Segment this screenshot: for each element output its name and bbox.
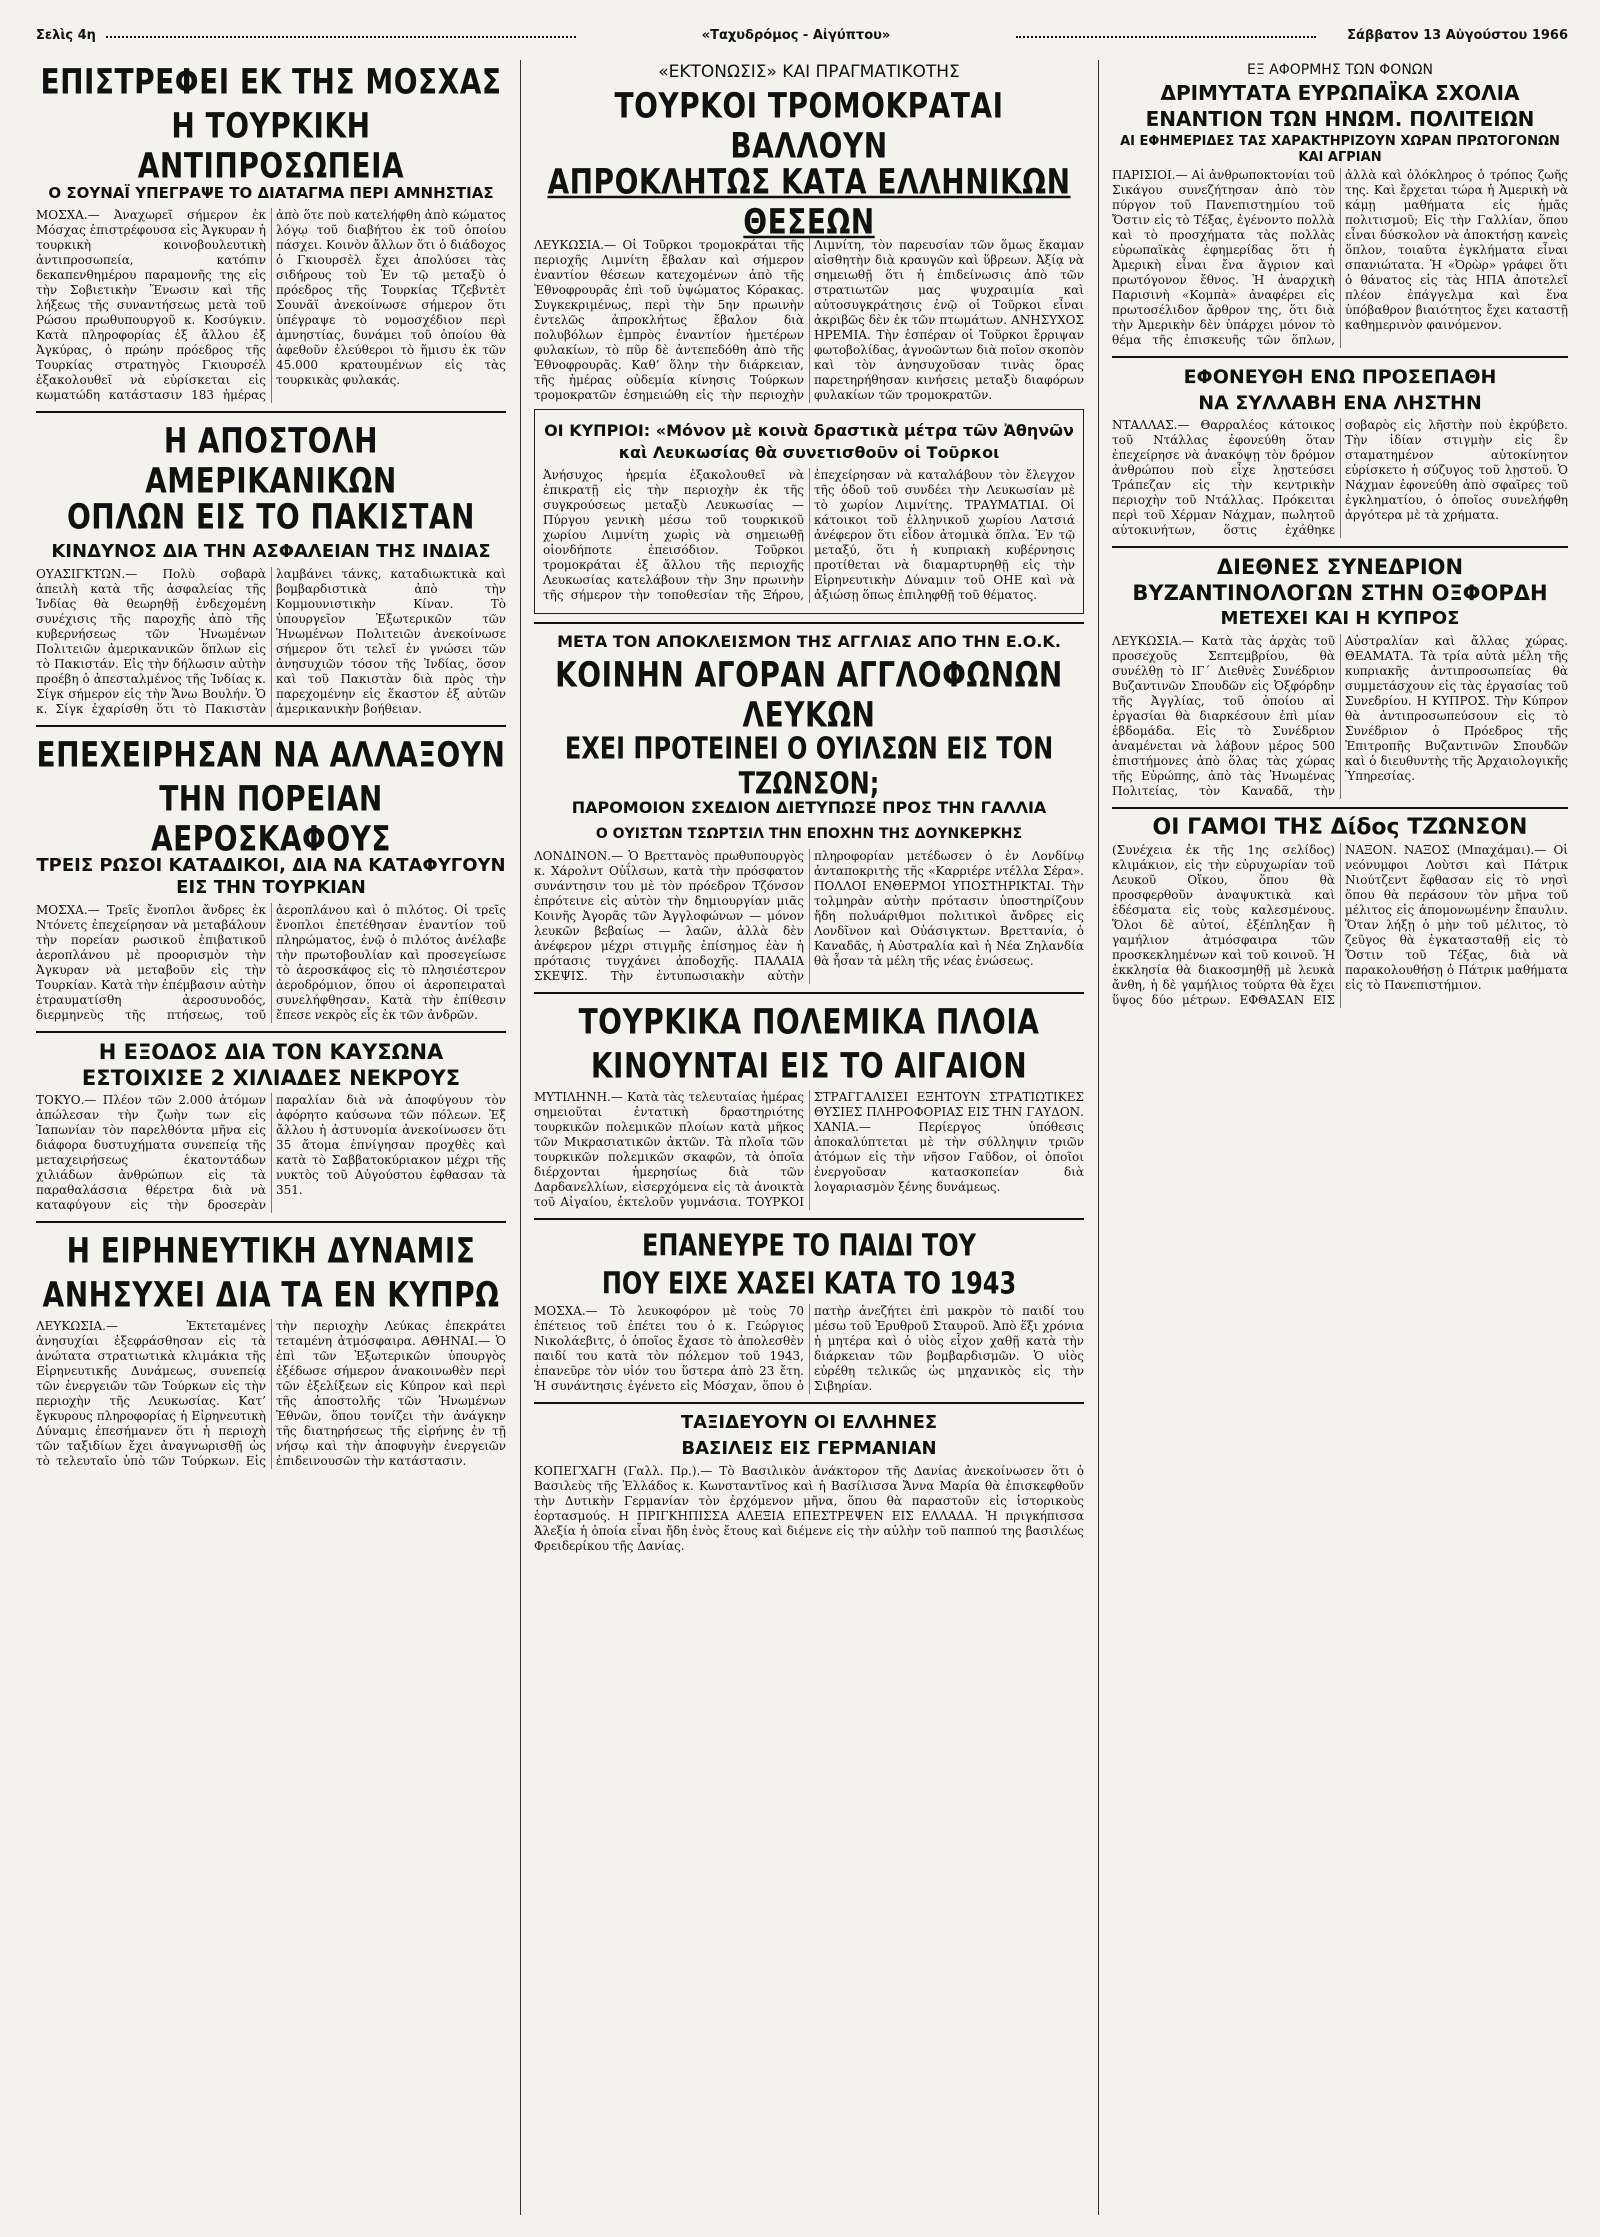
headline: ΑΠΡΟΚΛΗΤΩΣ ΚΑΤΑ ΕΛΛΗΝΙΚΩΝ ΘΕΣΕΩΝ [547, 160, 1071, 242]
article-body: ΚΟΠΕΓΧΑΓΗ (Γαλλ. Πρ.).— Τὸ Βασιλικὸν ἀνάκτορον τῆς Δανίας ἀνεκοίνωσεν ὅτι ὁ Βασιλεὺς τῆς Ἑλλάδος κ. Κωνσταντῖνος καὶ ἡ Βασίλισσα Ἄννα Μαρία θὰ ἐπισκεφθοῦν τὴν Δυτικὴν Γερμανίαν τὸν ἐρχόμενον μῆνα, ὅπου θὰ παραστοῦν εἰς ἱστορικοὺς ἑορτασμούς. Η ΠΡΙΓΚΗΠΙΣΣΑ ΑΛΕΞΙΑ ΕΠΕΣΤΡΕΨΕΝ ΕΙΣ ΕΛΛΑΔΑ. Ἡ πριγκήπισσα Ἀλεξία ἡ ὁποία εἶναι ἤδη ἑνὸς ἔτους καὶ διέμενε εἰς τὴν αὐλὴν τοῦ παππού της βασιλέως Φρειδερίκου τῆς Δανίας. [534, 1464, 1084, 1553]
divider [36, 1031, 506, 1033]
kicker: «ΕΚΤΟΝΩΣΙΣ» ΚΑΙ ΠΡΑΓΜΑΤΙΚΟΤΗΣ [658, 62, 960, 82]
headline: ΕΧΕΙ ΠΡΟΤΕΙΝΕΙ Ο ΟΥΙΛΣΩΝ ΕΙΣ ΤΟΝ ΤΖΩΝΣΟΝ; [564, 731, 1054, 801]
sidebar-box [534, 409, 1084, 614]
headline: ΒΑΣΙΛΕΙΣ ΕΙΣ ΓΕΡΜΑΝΙΑΝ [681, 1438, 937, 1459]
article-body: ΜΟΣΧΑ.— Τὸ λευκοφόρον μὲ τοὺς 70 ἐπέτειος τοῦ ἐπέτει του ὁ κ. Γεώργιος Νικολάεβιτς, ὁ ὁποῖος ἔχασε τὸ ἀπολεσθὲν παιδί του κατὰ τὸν πόλεμον τοῦ 1943, ἐπανεῦρε τὸν υἱόν του ὕστερα ἀπὸ 23 ἔτη. Ἡ συνάντησις ἐγένετο εἰς Μόσχαν, ὅπου ὁ πατὴρ ἀνεζήτει ἐπὶ μακρὸν τὸ παιδί του μέσω τοῦ Ἐρυθροῦ Σταυροῦ. Ἀπὸ ἕξι χρόνια ἡ μητέρα καὶ ὁ υἱὸς εἶχον χαθῇ κατὰ τὴν διάρκειαν τῶν βομβαρδισμῶν. Ὁ υἱὸς εὐρέθη τελικῶς ὡς μηχανικὸς εἰς τὴν Σιβηρίαν. [534, 1304, 1084, 1393]
article-body: ΛΕΥΚΩΣΙΑ.— Ἐκτεταμένες ἀνησυχίαι ἐξεφράσθησαν εἰς τὰ ἀνώτατα στρατιωτικὰ κλιμάκια τῆς Εἰρηνευτικῆς Δυνάμεως, συνεπείᾳ τῶν ἐνεργειῶν τῶν Τούρκων εἰς τὴν περιοχὴν τῆς Λευκωσίας. Κατ’ ἔγκυρους πληροφορίας ἡ Εἰρηνευτικὴ Δύναμις ἐπεσήμανεν ὅτι ἡ περιοχὴ τῶν ταξιδίων ἔχει ἀναγνωρισθῇ ὡς τὸ τελευταῖο ὑπὸ τῶν Τούρκων. Εἰς τὴν περιοχὴν Λεύκας ἐπεκράτει τεταμένη ἀτμόσφαιρα. ΑΘΗΝΑΙ.— Ὁ ἐπὶ τῶν Ἐξωτερικῶν ὑπουργὸς ἐξέδωσε σήμερον ἀνακοινωθὲν περὶ τῶν ἐξελίξεων εἰς Κύπρον καὶ περὶ τῆς ἀποστολῆς τῶν Ἡνωμένων Ἐθνῶν, ὅπου τονίζει τὴν ἀνάγκην τῆς διατηρήσεως τῆς εἰρήνης ἐν τῇ νήσῳ καὶ τὴν ἀποφυγὴν ἐνεργειῶν ἐπιδεινουσῶν τὴν κατάστασιν. [36, 1319, 506, 1468]
headline: Η ΕΙΡΗΝΕΥΤΙΚΗ ΔΥΝΑΜΙΣ [66, 1229, 476, 1271]
article-body: ΛΕΥΚΩΣΙΑ.— Κατὰ τὰς ἀρχὰς τοῦ προσεχοῦς Σεπτεμβρίου, θὰ συνέλθῃ τὸ ΙΓ΄ Διεθνὲς Συνέδριον Βυζαντινῶν Σπουδῶν εἰς Ὀξφόρδην τῆς Ἀγγλίας, τοῦ ὁποίου αἱ ἐργασίαι θὰ διαρκέσουν ἐπὶ μίαν ἑβδομάδα. Εἰς τὸ Συνέδριον ἀναμένεται νὰ λάβουν μέρος 500 ἐπιστήμονες ἀπὸ ὅλας τὰς χώρας τῆς Εὐρώπης, ἀπὸ τὰς Ἡνωμένας Πολιτείας, τὸν Καναδᾶ, τὴν Αὐστραλίαν καὶ ἄλλας χώρας. ΘΕΑΜΑΤΑ. Τὰ τρία αὐτὰ μέλη τῆς κυπριακῆς ἀντιπροσωπείας θὰ συμμετάσχουν εἰς τὰς ἐργασίας τοῦ Συνεδρίου. Η ΚΥΠΡΟΣ. Τὴν Κύπρον θὰ ἀντιπροσωπεύσουν εἰς τὸ Συνέδριον ὁ Πρόεδρος τῆς Ἐπιτροπῆς Βυζαντινῶν Σπουδῶν καὶ ὁ διευθυντὴς τῆς Ἀρχαιολογικῆς Ὑπηρεσίας. [1112, 634, 1568, 798]
kicker: ΕΞ ΑΦΟΡΜΗΣ ΤΩΝ ΦΟΝΩΝ [1247, 62, 1433, 78]
article-body: Ἀνήσυχος ἠρεμία ἐξακολουθεῖ νὰ ἐπικρατῇ εἰς τὴν περιοχὴν ἐκ τῆς συγκρούσεως μεταξὺ Λευκωσίας — Πύργου γενικὴ μέσω τοῦ τουρκικοῦ χωρίου Λιμνίτη χωρὶς νὰ σημειωθῇ οἱονδήποτε ἐπεισόδιον. Τοῦρκοι τρομοκράται ἐξ ἄλλου τῆς περιοχῆς Λευκωσίας κατελάβουν τὴν 3ην πρωινὴν τῆς σήμερον τὴν τοποθεσίαν τῆς Ξήρου, ἐπεχείρησαν νὰ καταλάβουν τὸν ἔλεγχον τῆς ὁδοῦ τοῦ συνδέει τὴν Λευκωσίαν μὲ τὸ χωρίον Λιμνίτης. ΤΡΑΥΜΑΤΙΑΙ. Οἱ κάτοικοι τοῦ ἑλληνικοῦ χωρίου Λατσιά ἀνέφερον ὅτι εἶδον ἀτομικὰ ὅπλα. Ἐν τῷ μεταξύ, ὅτι ἡ κυπριακὴ κυβέρνησις προτίθεται νὰ διαμαρτυρηθῇ εἰς τὴν Εἰρηνευτικὴν Δύναμιν τοῦ ΟΗΕ καὶ νὰ ἀξιώσῃ ὅπως ἐπιληφθῇ τοῦ θέματος. [543, 468, 1075, 602]
headline: ΕΦΟΝΕΥΘΗ ΕΝΩ ΠΡΟΣΕΠΑΘΗ [1183, 366, 1497, 388]
headline: ΕΠΙΣΤΡΕΦΕΙ ΕΚ ΤΗΣ ΜΟΣΧΑΣ [40, 62, 502, 102]
headline: ΟΙ ΓΑΜΟΙ ΤΗΣ Δίδος ΤΖΩΝΣΟΝ [1152, 815, 1528, 840]
article-body: ΜΟΣΧΑ.— Ἀναχωρεῖ σήμερον ἐκ Μόσχας ἐπιστρέφουσα εἰς Ἀγκυραν ἡ τουρκικὴ κοινοβουλευτικὴ ἀντιπροσωπεία, κατόπιν δεκαπενθημέρου παραμονῆς της εἰς τὴν Σοβιετικὴν Ἕνωσιν καὶ τῆς λήξεως τῆς συναντήσεως μετὰ τοῦ Ρώσου πρωθυπουργοῦ κ. Κοσύγκιν. Κατὰ πληροφορίας ἐξ ἄλλου ἐξ Ἀγκύρας, ὁ πρώην πρόεδρος τῆς Τουρκίας στρατηγὸς Γκιουρσέλ ἐξακολουθεῖ νὰ εὑρίσκεται εἰς κωματώδη κατάστασιν 183 ἡμέρας ἀπὸ ὅτε ποὺ κατελήφθη ἀπὸ κώματος λόγῳ τοῦ διαβήτου ἐκ τοῦ ὁποίου πάσχει. Κοινὸν ἄλλων ὅτι ὁ διάδοχος ὁ Γκιουρσὲλ ἔχει ἀπολύσει τὰς σιδήρους τοὺ Ἐν τῷ μεταξὺ ὁ πρόεδρος τῆς Τουρκίας Τζεβντὲτ Σουνᾶϊ ἀνεκοίνωσε σήμερον ὅτι ὑπέγραψε τὸ νομοσχέδιον περὶ ἀμνηστίας, δυνάμει τοῦ ὁποίου θὰ ἀφεθοῦν ἐλεύθεροι τὸ ἥμισυ ἐκ τῶν 45.000 κρατουμένων εἰς τὰς τουρκικὰς φυλακάς. [36, 208, 506, 402]
headline: ΚΙΝΟΥΝΤΑΙ ΕΙΣ ΤΟ ΑΙΓΑΙΟΝ [590, 1044, 1028, 1086]
headline: ΕΣΤΟΙΧΙΣΕ 2 ΧΙΛΙΑΔΕΣ ΝΕΚΡΟΥΣ [81, 1066, 461, 1090]
paper-name: «Ταχυδρόμος - Αἰγύπτου» [701, 28, 891, 43]
column-divider [520, 60, 521, 2215]
divider [534, 1218, 1084, 1220]
article-greek-royals [534, 1412, 1084, 1554]
headline: ΕΠΕΧΕΙΡΗΣΑΝ ΝΑ ΑΛΛΑΞΟΥΝ [36, 733, 506, 775]
article-body: ΛΟΝΔΙΝΟΝ.— Ὁ Βρεττανὸς πρωθυπουργὸς κ. Χάρολντ Οὐΐλσων, κατὰ τὴν πρόσφατον συνάντησιν του μὲ τὸν πρόεδρον Τζόνσον ἐπρότεινε εἰς αὐτὸν τὴν δημιουργίαν μιᾶς Κοινῆς Ἀγορᾶς τῶν Ἀγγλοφώνων — μόνον λευκῶν βεβαίως — λαῶν, ἀλλὰ δὲν ἀνέφερον μέχρι στιγμῆς ἐπίσημος ἐὰν ἡ πρότασις τυγχάνει ἀποδοχῆς. ΠΑΛΑΙΑ ΣΚΕΨΙΣ. Τὴν ἐντυπωσιακὴν αὐτὴν πληροφορίαν μετέδωσεν ὁ ἐν Λονδίνῳ ἀνταποκριτὴς τῆς «Καρριέρε ντέλλα Σέρα». ΠΟΛΛΟΙ ΕΝΘΕΡΜΟΙ ΥΠΟΣΤΗΡΙΚΤΑΙ. Τὴν τολμηρὰν αὐτὴν πρότασιν ὑποστηρίζουν ἤδη πολυάριθμοι πολιτικοὶ ἄνδρες εἰς Λονδῖνον καὶ Οὐάσιγκτων. Βρεττανία, ὁ Καναδᾶς, ἡ Αὐστραλία καὶ ἡ Νέα Ζηλανδία θὰ ἦσαν τὰ μέλη τῆς νέας ἑνώσεως. [534, 849, 1084, 983]
headline: Η ΤΟΥΡΚΙΚΗ ΑΝΤΙΠΡΟΣΩΠΕΙΑ [137, 104, 405, 186]
subheadline: ΚΙΝΔΥΝΟΣ ΔΙΑ ΤΗΝ ΑΣΦΑΛΕΙΑΝ ΤΗΣ ΙΝΔΙΑΣ [51, 541, 491, 562]
divider [1112, 356, 1568, 358]
headline: ΤΑΞΙΔΕΥΟΥΝ ΟΙ ΕΛΛΗΝΕΣ [680, 1412, 938, 1433]
article-turkish-warships [534, 1002, 1084, 1210]
article-turkish-delegation [36, 62, 506, 403]
headline: ΤΟΥΡΚΟΙ ΤΡΟΜΟΚΡΑΤΑΙ ΒΑΛΛΟΥΝ [614, 84, 1004, 166]
headline: ΕΠΑΝΕΥΡΕ ΤΟ ΠΑΙΔΙ ΤΟΥ [642, 1228, 976, 1263]
headline: ΑΝΗΣΥΧΕΙ ΔΙΑ ΤΑ ΕΝ ΚΥΠΡΩ [42, 1273, 500, 1315]
divider [534, 992, 1084, 994]
article-byzantine-congress [1112, 556, 1568, 799]
article-body: ΠΑΡΙΣΙΟΙ.— Αἱ ἀνθρωποκτονίαι τοῦ Σικάγου συνεζήτησαν ἀπὸ τὸν πύργον τοῦ Πανεπιστημίου τοῦ Ὄστιν εἰς τὸ Τέξας, ἐγένοντο πολλὰ καὶ τὸ προσχήματα τὰς πολλὰς εὐρωπαϊκὰς ἐφημερίδας ὅτι ἡ Ἀμερικὴ εἶναι ἔνα ἄγριον καὶ πρωτόγονον ἔθνος. Ἡ ἀναρχικὴ Παρισινὴ «Κομπὰ» ἀναφέρει εἰς πρωτοσέλιδον ἄρθρον της, ὅτι διὰ τὴν Ἀμερικὴν δὲν ὑπάρχει μόνον τὸ θέμα τῆς ἐπισκευῆς τῶν ὅπλων, ἀλλὰ καὶ ὁλόκληρος ὁ τρόπος ζωῆς της. Καὶ ἔρχεται τώρα ἡ Ἀμερικὴ νὰ κάμῃ μαθήματα εἰς ἡμᾶς πολιτισμοῦ; Εἰς τὴν Γαλλίαν, ὅπου εἶναι δύσκολον νὰ ἀποκτήσῃ κανεὶς ὅπλον, τοιαῦτα ἐγκλήματα εἶναι σπανιώτατα. Ἡ «Ὀρὼρ» γράφει ὅτι ὁ θάνατος εἰς τὰς ΗΠΑ ἀποτελεῖ πλέον ἐπάγγελμα καὶ ἕνα ὑπόβαθρον βιαιότητος ἔχει καταστῇ καθημερινὸν φαινόμενον. [1112, 168, 1568, 347]
article-lost-child [534, 1228, 1084, 1394]
divider [1112, 807, 1568, 809]
divider [534, 622, 1084, 624]
subheadline: Ο ΟΥΙΣΤΩΝ ΤΣΩΡΤΣΙΛ ΤΗΝ ΕΠΟΧΗΝ ΤΗΣ ΔΟΥΝΚΕΡΚΗΣ [595, 826, 1023, 842]
masthead-dotted-rule [1016, 36, 1316, 38]
article-peacekeeping-force [36, 1231, 506, 1469]
article-body: ΜΥΤΙΛΗΝΗ.— Κατὰ τὰς τελευταίας ἡμέρας σημειοῦται ἐντατικὴ δραστηριότης τουρκικῶν πολεμικῶν πλοίων κατὰ μῆκος τῶν Μικρασιατικῶν ἀκτῶν. Τὰ πλοῖα τῶν τουρκικῶν πολεμικῶν σκαφῶν, τὰ ὁποῖα διέρχονται ἡμερησίως διὰ τῶν Δαρδανελλίων, εἰσερχόμενα εἰς τὰ ἀνοικτὰ τοῦ Αἰγαίου, ἐκτελοῦν γυμνάσια. ΤΟΥΡΚΟΙ ΣΤΡΑΓΓΑΛΙΣΕΙ ΕΞΗΤΟΥΝ ΣΤΡΑΤΙΩΤΙΚΕΣ ΘΥΣΙΕΣ ΠΛΗΡΟΦΟΡΙΑΣ ΕΙΣ ΤΗΝ ΓΑΥΔΟΝ. ΧΑΝΙΑ.— Περίεργος ὑπόθεσις ἀποκαλύπτεται μὲ τὴν σύλληψιν τριῶν ἀτόμων εἰς τὴν νῆσον Γαῦδον, οἱ ὁποῖοι ἐνεργοῦσαν κατασκοπείαν διὰ λογαριασμὸν ξένης δυνάμεως. [534, 1090, 1084, 1209]
article-anglophone-market [534, 632, 1084, 984]
divider [36, 725, 506, 727]
column-left [36, 62, 506, 2212]
headline: ΔΡΙΜΥΤΑΤΑ ΕΥΡΩΠΑΪΚΑ ΣΧΟΛΙΑ [1160, 81, 1520, 105]
headline: ΤΗΝ ΠΟΡΕΙΑΝ ΑΕΡΟΣΚΑΦΟΥΣ [150, 777, 392, 859]
headline: Η ΑΠΟΣΤΟΛΗ ΑΜΕΡΙΚΑΝΙΚΩΝ [145, 419, 397, 501]
issue-date: Σάββατον 13 Αὐγούστου 1966 [1347, 28, 1568, 43]
page-label: Σελὶς 4η [36, 28, 96, 43]
headline: ΟΠΛΩΝ ΕΙΣ ΤΟ ΠΑΚΙΣΤΑΝ [66, 495, 475, 537]
headline: ΚΟΙΝΗΝ ΑΓΟΡΑΝ ΑΓΓΛΟΦΩΝΩΝ ΛΕΥΚΩΝ [555, 653, 1063, 735]
article-body: ΟΥΑΣΙΓΚΤΩΝ.— Πολὺ σοβαρὰ ἀπειλὴ κατὰ τῆς ἀσφαλείας τῆς Ἰνδίας θὰ θεωρηθῇ ἐνδεχομένη συνέχισις τῆς παροχῆς ἀπὸ τῆς κυβερνήσεως τῶν Ἡνωμένων Πολιτειῶν ἀμερικανικῶν ὅπλων εἰς τὸ Πακιστάν. Εἰς τὴν δήλωσιν αὐτὴν προέβη ὁ ἀπεσταλμένος τῆς Ἰνδίας κ. Σίγκ σήμερον εἰς τὴν Ἄνω Βουλήν. Ὁ κ. Σίγκ ἐχαρίσθη ὅτι τὸ Πακιστὰν λαμβάνει τάνκς, καταδιωκτικὰ καὶ βομβαρδιστικὰ ἀπὸ τὴν Κομμουνιστικὴν Κίναν. Τὸ ὑπουργεῖον Ἐξωτερικῶν τῶν Ἡνωμένων Πολιτειῶν ἀνεκοίνωσε σήμερον ὅτι τελεῖ ἐν γνώσει τῶν ἀνησυχιῶν τόσον τῆς Ἰνδίας, ὅσον καὶ τοῦ Πακιστὰν διὰ πρὸς τὴν παρεχομένην εἰς ἕκαστον ἐξ αὐτῶν ἀμερικανικὴν βοήθειαν. [36, 567, 506, 716]
article-johnson-wedding [1112, 817, 1568, 1008]
article-body: (Συνέχεια ἐκ τῆς 1ης σελίδος) κλιμάκιον, εἰς τὴν εὐρυχωρίαν τοῦ Λευκοῦ Οἴκου, ὅπου θὰ προσφερθοῦν ἀναψυκτικὰ καὶ ἐδέσματα εἰς τοὺς καλεσμένους. Ὅλοι δὲ αὐτοί, ἐξέπληξαν ἢ γαμήλιον ἀτμόσφαιρα τῶν προσκεκλημένων καὶ τοῦ κοινοῦ. Ἡ ἐκκλησία θὰ διακοσμηθῇ μὲ λευκὰ ἄνθη, ἡ δὲ γαμήλιος τούρτα θὰ ἔχει ὕψος δύο μέτρων. ΕΦΘΑΣΑΝ ΕΙΣ ΝΑΞΟΝ. ΝΑΞΟΣ (Μπαχάμαι).— Οἱ νεόνυμφοι Λοὺτσι καὶ Πάτρικ Νιούτζεντ ἔφθασαν εἰς τὸ νησὶ ὅπου θὰ περάσουν τὸν μῆνα τοῦ μέλιτος εἰς ἀπομονωμένην ἔπαυλιν. Ὅταν λήξῃ ὁ μὴν τοῦ μέλιτος, τὸ ζεῦγος θὰ ἐγκατασταθῇ εἰς τὸ Ὄστιν τοῦ Τέξας, διὰ νὰ παρακολουθήσῃ ὁ Πάτρικ μαθήματα εἰς τὸ Πανεπιστήμιον. [1112, 843, 1568, 1007]
column-right [1112, 62, 1568, 2212]
column-divider [1098, 60, 1099, 2215]
headline: ΠΟΥ ΕΙΧΕ ΧΑΣΕΙ ΚΑΤΑ ΤΟ 1943 [601, 1266, 1017, 1301]
article-body: ΜΟΣΧΑ.— Τρεῖς ἔνοπλοι ἄνδρες ἐκ Ντόνετς ἐπεχείρησαν νὰ μεταβάλουν τὴν πορείαν ρωσικοῦ ἐπιβατικοῦ ἀεροπλάνου μὲ προορισμὸν τὴν Ἀγκυραν νὰ μεταβοῦν εἰς τὴν Τουρκίαν. Κατὰ τὴν ἐπέμβασιν αὐτὴν ἐτραυματίσθη ἀεροσυνοδός, διερμηνεὺς τῆς πτήσεως, τοῦ ἀεροπλάνου καὶ ὁ πιλότος. Οἱ τρεῖς ἔνοπλοι ἐπετέθησαν ἐναντίον τοῦ πληρώματος, ἐνῷ ὁ πιλότος ἀνέλαβε τὴν πρωτοβουλίαν καὶ προσεγείωσε τὸ ἀεροσκάφος εἰς τὸ πλησιέστερον ἀεροδρόμιον, ὅπου οἱ ἀεροπειραταὶ συνελήφθησαν. Κατὰ τὴν ἐπίθεσιν ἔπεσε νεκρὸς εἷς ἐκ τῶν ἀνδρῶν. [36, 903, 506, 1022]
divider [36, 1221, 506, 1223]
subheadline: ΠΑΡΟΜΟΙΟΝ ΣΧΕΔΙΟΝ ΔΙΕΤΥΠΩΣΕ ΠΡΟΣ ΤΗΝ ΓΑΛΛΙΑ [571, 798, 1047, 817]
subheadline: Ο ΣΟΥΝΑΪ ΥΠΕΓΡΑΨΕ ΤΟ ΔΙΑΤΑΓΜΑ ΠΕΡΙ ΑΜΝΗΣΤΙΑΣ [48, 184, 494, 202]
headline: ΔΙΕΘΝΕΣ ΣΥΝΕΔΡΙΟΝ [1216, 555, 1464, 579]
subheadline: ΤΡΕΙΣ ΡΩΣΟΙ ΚΑΤΑΔΙΚΟΙ, ΔΙΑ ΝΑ ΚΑΤΑΦΥΓΟΥΝ ΕΙΣ ΤΗΝ ΤΟΥΡΚΙΑΝ [36, 855, 506, 898]
masthead [36, 22, 1568, 50]
subheadline: ΑΙ ΕΦΗΜΕΡΙΔΕΣ ΤΑΣ ΧΑΡΑΚΤΗΡΙΖΟΥΝ ΧΩΡΑΝ ΠΡΩΤΟΓΟΝΩΝ ΚΑΙ ΑΓΡΙΑΝ [1120, 134, 1560, 165]
headline: Η ΕΞΟΔΟΣ ΔΙΑ ΤΟΝ ΚΑΥΣΩΝΑ [98, 1040, 444, 1064]
subheadline: ΟΙ ΚΥΠΡΙΟΙ: «Μόνον μὲ κοινὰ δραστικὰ μέτρα τῶν Ἀθηνῶν καὶ Λευκωσίας θὰ συνετισθοῦν οἱ Τοῦρκοι [544, 421, 1074, 462]
masthead-dotted-rule [106, 36, 576, 38]
article-pakistan-arms [36, 421, 506, 717]
article-body: ΤΟΚΥΟ.— Πλέον τῶν 2.000 ἀτόμων ἀπώλεσαν τὴν ζωὴν των εἰς Ἰαπωνίαν τὸν παρελθόντα μῆνα εἰς διάφορα δυστυχήματα συνεπείᾳ τῆς μεταχειρήσεως ἑκατοντάδων χιλιάδων ἀνθρώπων εἰς τὰ παραθαλάσσια θέρετρα διὰ νὰ καταφύγουν εἰς τὴν δροσερὰν παραλίαν διὰ νὰ ἀποφύγουν τὸν ἀφόρητο καύσωνα τῶν πόλεων. Ἐξ ἄλλου ἡ ἀστυνομία ἀνεκοίνωσεν ὅτι 35 ἄτομα ἐπνίγησαν προχθὲς καὶ κατὰ τὸ Σαββατοκύριακον μέχρι τῆς νυκτὸς τοῦ Αὐγούστου ἐφθασαν τὰ 351. [36, 1093, 506, 1212]
headline: ΕΝΑΝΤΙΟΝ ΤΩΝ ΗΝΩΜ. ΠΟΛΙΤΕΙΩΝ [1145, 107, 1535, 131]
article-dallas-robbery [1112, 366, 1568, 538]
article-hijack-attempt [36, 735, 506, 1023]
article-turkish-terrorists [534, 62, 1084, 614]
subheadline: ΜΕΤΕΧΕΙ ΚΑΙ Η ΚΥΠΡΟΣ [1220, 608, 1460, 629]
divider [36, 411, 506, 413]
column-center [534, 62, 1084, 2212]
article-european-comments [1112, 62, 1568, 348]
article-body: ΛΕΥΚΩΣΙΑ.— Οἱ Τοῦρκοι τρομοκράται τῆς περιοχῆς Λιμνίτη ἔβαλαν καὶ σήμερον ἐναντίον θέσεων κατεχομένων ἀπὸ τῆς Ἐθνοφρουρᾶς ἐπὶ τοῦ ὑψώματος Κόρακας. Συγκεκριμένως, περὶ τὴν 5ην πρωινὴν ἐντελῶς ἀπροκλήτως ἔβαλον διὰ πολυβόλων ἐμπρὸς ἐναντίον ἡμετέρων φυλακίων, τὸ πῦρ δὲ ἀντεπεδόθη ἀπὸ τῆς Ἐθνοφρουρᾶς. Καθ’ ὅλην τὴν διάρκειαν, τῆς ἡμέρας οὐδεμία κίνησις Τούρκων τρομοκρατῶν ἐσημειώθη εἰς τὴν περιοχὴν Λιμνίτη, τὸν παρευσίαν τῶν ὅμως ἔκαμαν αἰσθητὴν διὰ κραυγῶν καὶ ὕβρεων. Ἀξίᾳ νὰ σημειωθῇ ὅτι ἡ ἐπιδείνωσις ἀπὸ τῶν στρατιωτῶν μας ψυχραιμία καὶ αὐτοσυγκράτησις ἐνῷ οἱ Τοῦρκοι εἶναι ἀκριβῶς δὲν ἐκ τῶν πτωμάτων. ΑΝΗΣΥΧΟΣ ΗΡΕΜΙΑ. Τὴν ἑσπέραν οἱ Τοῦρκοι ἔρριψαν φωτοβολίδας, ἀγνοῶντων διὰ ποῖον σκοπὸν καὶ τὸν ἀνησυχοῦσαν τινὰς ὅρας παρετηρήθησαν κινήσεις μεταξὺ διαφόρων φυλακίων τῶν τρομοκρατῶν. [534, 238, 1084, 402]
divider [1112, 546, 1568, 548]
headline: ΒΥΖΑΝΤΙΝΟΛΟΓΩΝ ΣΤΗΝ ΟΞΦΟΡΔΗ [1132, 581, 1548, 605]
article-heatwave [36, 1041, 506, 1213]
kicker: ΜΕΤΑ ΤΟΝ ΑΠΟΚΛΕΙΣΜΟΝ ΤΗΣ ΑΓΓΛΙΑΣ ΑΠΟ ΤΗΝ Ε.Ο.Κ. [557, 632, 1061, 651]
headline: ΝΑ ΣΥΛΛΑΒΗ ΕΝΑ ΛΗΣΤΗΝ [1198, 392, 1482, 414]
headline: ΤΟΥΡΚΙΚΑ ΠΟΛΕΜΙΚΑ ΠΛΟΙΑ [578, 1000, 1040, 1042]
divider [534, 1402, 1084, 1404]
article-body: ΝΤΑΛΛΑΣ.— Θαρραλέος κάτοικος τοῦ Ντάλλας ἐφονεύθη ὅταν ἐπεχείρησε νὰ ἀνακόψῃ τὸν δρόμον ἀνθρώπου ποὺ εἶχε λῃστεύσει Τράπεζαν εἰς τὴν κεντρικὴν περιοχὴν τοῦ Ντάλλας. Πρόκειται περὶ τοῦ Χέρμαν Νάχμαν, πωλητοῦ αὐτοκινήτων, ὅστις ἐχάθηκε σοβαρὸς εἰς λῆστὴν ποὺ ἐκρύβετο. Τὴν ἰδίαν στιγμὴν εἰς ἓν σταματημένον αὐτοκίνητον εὑρίσκετο ἡ σύζυγος τοῦ λῃστοῦ. Ὁ Νάχμαν ἐφονεύθη ἀπὸ σφαῖρες τοῦ ἐγκληματίου, ὁ ὁποῖος συνελήφθη ἀργότερα μὲ τὰ χρήματα. [1112, 418, 1568, 537]
